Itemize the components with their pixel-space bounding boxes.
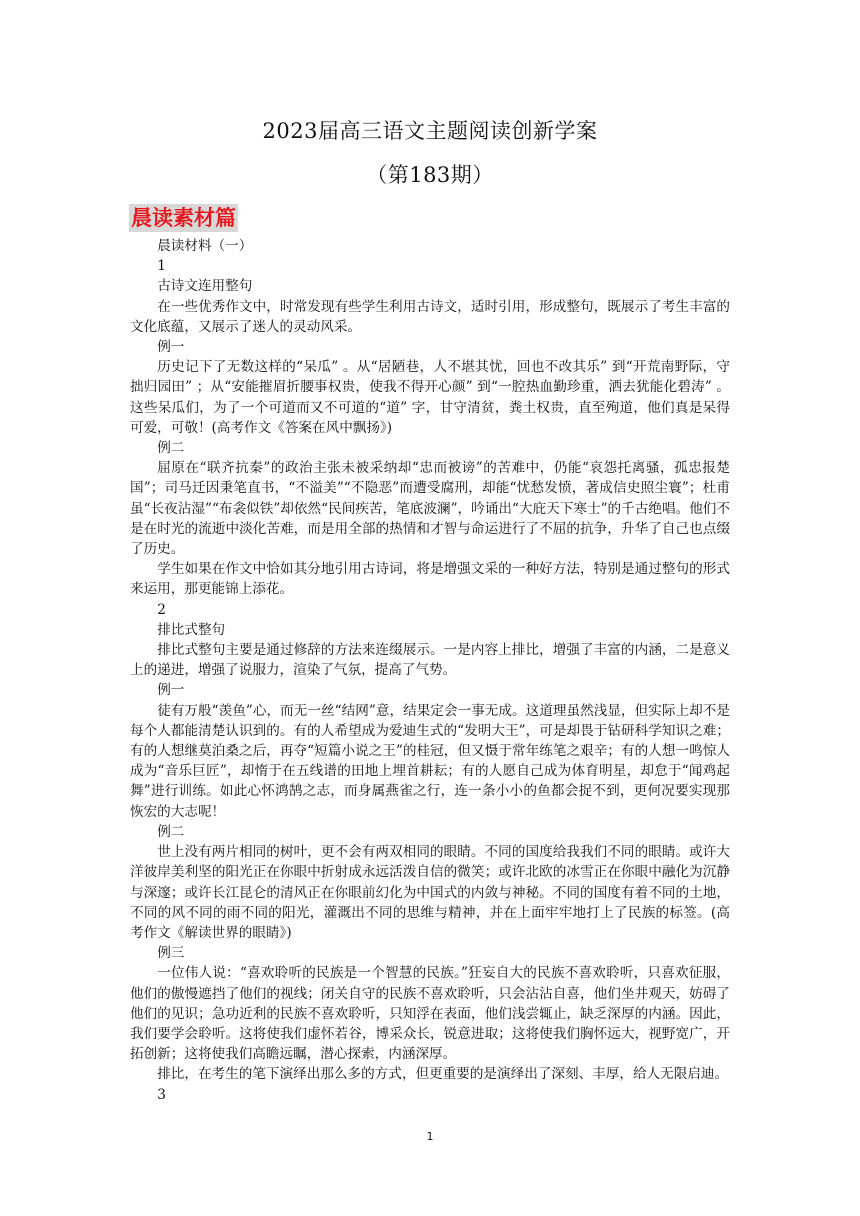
paragraph: 1 [157,258,166,275]
section-heading: 晨读素材篇 [131,206,236,230]
paragraph: 3 [157,1086,166,1103]
paragraph: 排比，在考生的笔下演绎出那么多的方式，但更重要的是演绎出了深刻、丰厚，给人无限启迪。 [157,1066,729,1083]
paragraph: 例三 [157,945,185,962]
paragraph: 一位伟人说：“喜欢聆听的民族是一个智慧的民族。”狂妄自大的民族不喜欢聆听，只喜欢征服，他们的傲慢遮挡了他们的视线；闭关自守的民族不喜欢聆听，只会沾沾自喜，他们坐井观天，妨碍了他们的见识；急功近利的民族不喜欢聆听，只知浮在表面，他们浅尝辄止，缺乏深厚的内涵。因此，我们要学会聆听。这将使我们虚怀若谷，博采众长，锐意进取；这将使我们胸怀远大，视野宽广，开拓创新；这将使我们高瞻远瞩，潜心探索，内涵深厚。 [130,965,730,1063]
issue-number: （第183期） [366,163,494,187]
paragraph: 排比式整句主要是通过修辞的方法来连缀展示。一是内容上排比，增强了丰富的内涵，二是意义上的递进，增强了说服力，渲染了气氛，提高了气势。 [130,642,730,679]
paragraph: 世上没有两片相同的树叶，更不会有两双相同的眼睛。不同的国度给我我们不同的眼睛。或许大洋彼岸美利坚的阳光正在你眼中折射成永远活泼自信的微笑；或许北欧的冰雪正在你眼中融化为沉静与深邃；或许长江昆仑的清风正在你眼前幻化为中国式的内敛与神秘。不同的国度有着不同的土地，不同的风不同的雨不同的阳光，灌溉出不同的思维与精神，并在上面牢牢地打上了民族的标签。(高考作文《解读世界的眼睛》) [130,844,730,941]
paragraph: 例二 [157,440,185,457]
paragraph: 例二 [157,823,185,840]
paragraph: 排比式整句 [157,621,226,638]
paragraph: 历史记下了无数这样的“呆瓜” 。从“居陋巷，人不堪其忧，回也不改其乐” 到“开荒南野际，守拙归园田” ；从“安能摧眉折腰事权贵，使我不得开心颜” 到“一腔热血勤珍重，洒去犹能化碧涛” 。这些呆瓜们，为了一个可道而又不可道的“道” 字，甘守清贫，粪土权贵，直至殉道，他们真是呆得可爱，可敬！(高考作文《答案在风中飘扬》) [130,359,730,436]
document-body [130,236,730,1105]
paragraph: 晨读材料（一） [157,238,253,254]
paragraph: 屈原在“联齐抗秦”的政治主张未被采纳却“忠而被谤”的苦难中，仍能“哀怨托离骚，孤忠报楚国”；司马迁因秉笔直书，“不溢美”“不隐恶”而遭受腐刑，却能“忧愁发愤，著成信史照尘寰”；杜甫虽“长夜沾湿”“布衾似铁”却依然“民间疾苦，笔底波澜”，吟诵出“大庇天下寒士”的千古绝唱。他们不是在时光的流逝中淡化苦难，而是用全部的热情和才智与命运进行了不屈的抗争，升华了自己也点缀了历史。 [130,460,730,558]
paragraph: 在一些优秀作文中，时常发现有些学生利用古诗文，适时引用，形成整句，既展示了考生丰富的文化底蕴，又展示了迷人的灵动风采。 [130,298,730,335]
paragraph: 例一 [157,682,185,699]
page-number: 1 [426,1130,434,1143]
paragraph: 徒有万般“羡鱼”心，而无一丝“结网”意，结果定会一事无成。这道理虽然浅显，但实际上却不是每个人都能清楚认识到的。有的人希望成为爱迪生式的“发明大王”，可是却畏于钻研科学知识之难；有的人想继莫泊桑之后，再夺“短篇小说之王”的桂冠，但又慑于常年练笔之艰辛；有的人想一鸣惊人成为“音乐巨匠”，却惰于在五线谱的田地上埋首耕耘；有的人愿自己成为体育明星，却怠于“闻鸡起舞”进行训练。如此心怀鸿鹄之志，而身属燕雀之行，连一条小小的鱼都会捉不到，更何况要实现那恢宏的大志呢！ [130,702,730,820]
paragraph: 古诗文连用整句 [157,278,253,295]
paragraph: 2 [157,601,166,618]
document-title: 2023届高三语文主题阅读创新学案 [262,119,598,143]
paragraph: 学生如果在作文中恰如其分地引用古诗词，将是增强文采的一种好方法，特别是通过整句的形式来运用，那更能锦上添花。 [130,561,730,598]
paragraph: 例一 [157,339,185,356]
